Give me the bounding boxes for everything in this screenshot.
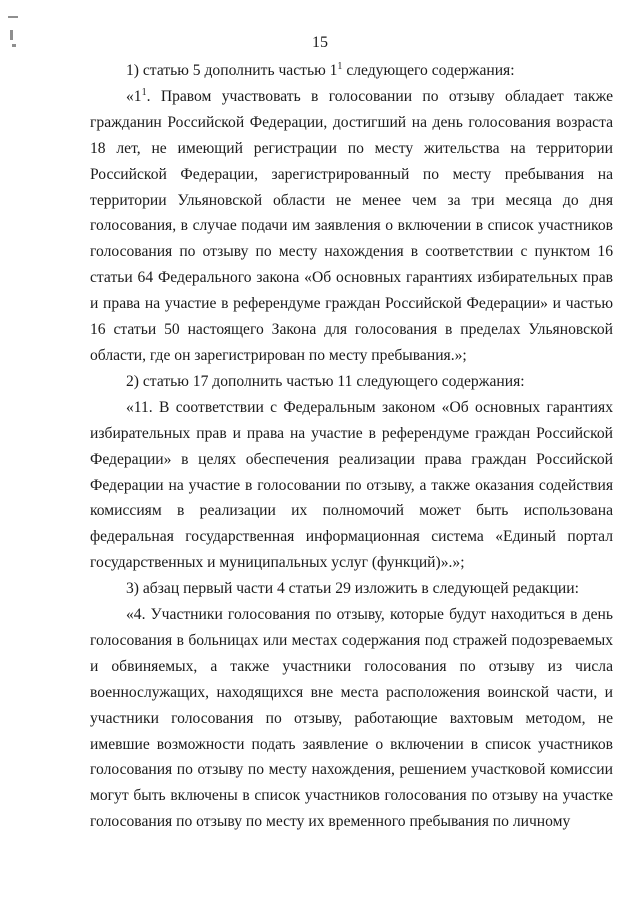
paragraph-item-1 (90, 58, 613, 84)
quoted-amendment-part-11: «11. В соответствии с Федеральным законом «Об основных гарантиях избирательных прав и права на участие в референдуме граждан Российской Федерации» в целях обеспечения реализации права граждан Российской Федерации на участие в голосовании по отзыву, а также оказания содействия комиссиям в реализации их полномочий может быть использована федеральная государственная информационная система «Единый портал государственных и муниципальных услуг (функций)».»; (90, 398, 613, 572)
paragraph-text: «1 (126, 87, 142, 105)
superscript: 1 (141, 86, 147, 98)
paragraph-item-3: 3) абзац первый части 4 статьи 29 изложить в следующей редакции: (126, 580, 579, 598)
quoted-amendment-part-4: «4. Участники голосования по отзыву, которые будут находиться в день голосования в больницах или местах содержания под стражей подозреваемых и обвиняемых, а также участники голосования по отзыву из числа военнослужащих, находящихся вне места расположения воинской части, и участники голосования по отзыву, работающие вахтовым методом, не имевшие возможности подать заявление о включении в список участников голосования по отзыву по месту нахождения, решением участковой комиссии могут быть включены в список участников голосования по отзыву на участке голосования по отзыву по месту их временного пребывания по личному (90, 606, 613, 831)
scan-artifact (8, 16, 18, 18)
page-number: 15 (312, 34, 328, 51)
paragraph-text: 1) статью 5 дополнить частью 1 (126, 62, 338, 79)
superscript: 1 (337, 61, 343, 72)
document-body (90, 58, 613, 835)
paragraph-text: . Правом участвовать в голосовании по отзыву обладает также гражданин Российской Федерации, достигший на день голосования возраста 18 лет, не имеющий регистрации по месту жительства на территории Российской Федерации, зарегистрированный по месту пребывания на территории Ульяновской области не менее чем за три месяца до дня голосования, в случае подачи им заявления о включении в список участников голосования по отзыву по месту нахождения в соответствии с пунктом 16 статьи 64 Федерального закона «Об основных гарантиях избирательных прав и права на участие в референдуме граждан Российской Федерации» и частью 16 статьи 50 настоящего Закона для голосования в пределах Ульяновской области, где он зарегистрирован по месту пребывания.»; (90, 87, 613, 364)
paragraph-item-2: 2) статью 17 дополнить частью 11 следующего содержания: (126, 372, 525, 390)
quoted-amendment-part-1-1 (90, 84, 613, 369)
paragraph-text: следующего содержания: (342, 62, 515, 79)
